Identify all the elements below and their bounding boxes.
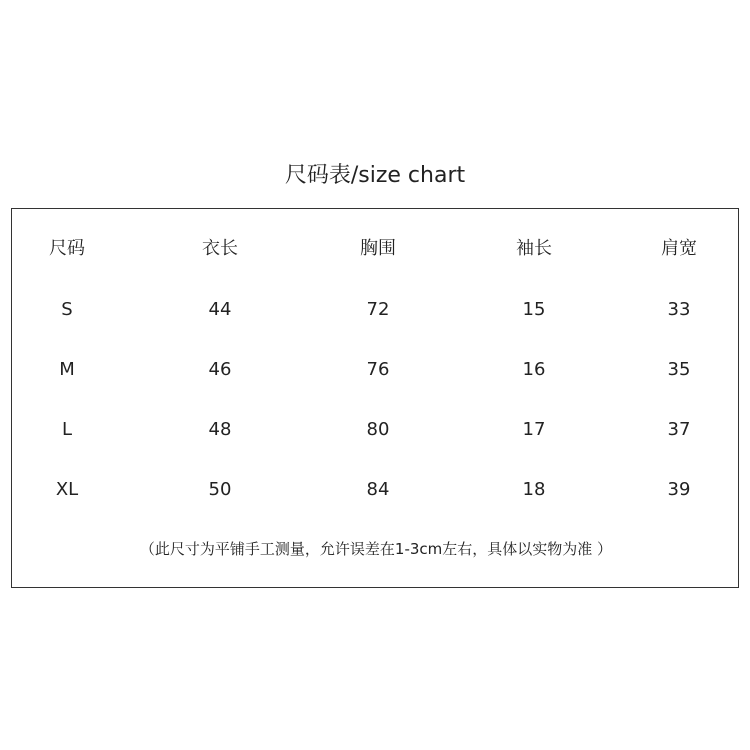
cell-chest: 76 xyxy=(366,359,390,380)
cell-chest: 72 xyxy=(366,299,390,320)
cell-length: 50 xyxy=(208,479,232,500)
cell-sleeve: 16 xyxy=(522,359,546,380)
table-row xyxy=(12,418,740,442)
cell-length: 44 xyxy=(208,299,232,320)
table-header-row xyxy=(12,237,740,261)
chart-title: 尺码表/size chart xyxy=(284,163,466,188)
measurement-note: （此尺寸为平铺手工测量，允许误差在1-3cm左右，具体以实物为准 ） xyxy=(139,540,613,558)
cell-size: M xyxy=(59,359,75,380)
cell-size: XL xyxy=(55,479,79,500)
cell-shoulder: 33 xyxy=(667,299,691,320)
size-table xyxy=(11,208,739,588)
cell-shoulder: 37 xyxy=(667,419,691,440)
cell-sleeve: 17 xyxy=(522,419,546,440)
cell-sleeve: 18 xyxy=(522,479,546,500)
cell-length: 48 xyxy=(208,419,232,440)
cell-size: L xyxy=(61,419,73,440)
cell-shoulder: 39 xyxy=(667,479,691,500)
header-sleeve: 袖长 xyxy=(516,238,552,259)
header-size: 尺码 xyxy=(49,238,85,259)
table-row xyxy=(12,358,740,382)
cell-size: S xyxy=(61,299,73,320)
cell-sleeve: 15 xyxy=(522,299,546,320)
cell-length: 46 xyxy=(208,359,232,380)
table-row xyxy=(12,478,740,502)
header-shoulder: 肩宽 xyxy=(661,238,697,259)
header-chest: 胸围 xyxy=(360,238,396,259)
cell-chest: 80 xyxy=(366,419,390,440)
cell-chest: 84 xyxy=(366,479,390,500)
table-row xyxy=(12,298,740,322)
cell-shoulder: 35 xyxy=(667,359,691,380)
header-length: 衣长 xyxy=(202,238,238,259)
